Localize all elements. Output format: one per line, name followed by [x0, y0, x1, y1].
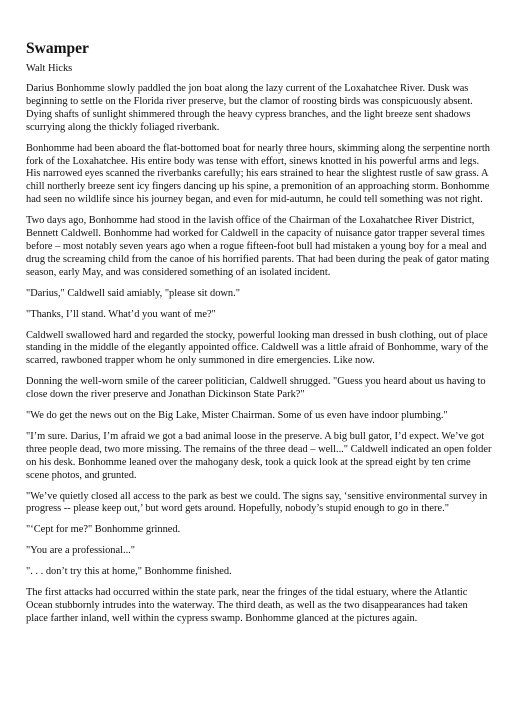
paragraph: "We’ve quietly closed all access to the park as best we could. The signs say, ‘sensitive environmental survey in progress -- please keep out,’ but word gets around. Hopefully, nobody’s stupid enough to go in there.": [26, 490, 488, 515]
author-name: Walt Hicks: [26, 63, 73, 74]
paragraph: Two days ago, Bonhomme had stood in the lavish office of the Chairman of the Loxahatchee River District, Bennett Caldwell. Bonhomme had worked for Caldwell in the capacity of nuisance gator trapper several times before – most notably seven years ago when a rogue fifteen-foot bull had mistaken a young boy for a meal and drug the screaming child from the canoe of his horrified parents. That had been during the peak of gator mating season, early May, and was considered something of an isolated incident.: [26, 215, 490, 278]
paragraph: Donning the well-worn smile of the career politician, Caldwell shrugged. "Guess you heard about us having to close down the river preserve and Jonathan Dickinson State Park?": [26, 376, 486, 401]
paragraph: "Thanks, I’ll stand. What’d you want of me?": [26, 308, 216, 320]
paragraph: The first attacks had occurred within the state park, near the fringes of the tidal estuary, where the Atlantic Ocean stubbornly intrudes into the waterway. The third death, as well as the two disappearances had taken place farther inland, well within the cypress swamp. Bonhomme glanced at the pictures again.: [26, 587, 468, 624]
paragraph: Darius Bonhomme slowly paddled the jon boat along the lazy current of the Loxahatchee River. Dusk was beginning to settle on the Florida river preserve, but the clamor of roosting birds was conspicuously absent. Dying shafts of sunlight shimmered through the heavy cypress branches, and the light breeze sent shadows scurrying along the thickly foliaged riverbank.: [26, 83, 473, 133]
story-title: Swamper: [26, 40, 89, 57]
paragraph: Bonhomme had been aboard the flat-bottomed boat for nearly three hours, skimming along the serpentine north fork of the Loxahatchee. His entire body was tense with effort, sinews knotted in his powerful arms and legs. His narrowed eyes scanned the riverbanks carefully; his ears strained to hear the slightest rustle of saw grass. A chill northerly breeze sent icy fingers dancing up his spine, a premonition of an approaching storm. Bonhomme had seen no wildlife since his journey began, and even for mid-autumn, he could tell something was not right.: [26, 142, 490, 206]
paragraph: "‘Cept for me?" Bonhomme grinned.: [26, 524, 181, 536]
paragraph: Caldwell swallowed hard and regarded the stocky, powerful looking man dressed in bush clothing, out of place standing in the middle of the elegantly appointed office. Caldwell was a little afraid of Bonhomme, wary of the scarred, rawboned trapper whom he only summoned in dire emergencies. Like now.: [26, 329, 489, 367]
paragraph: "You are a professional...": [26, 545, 136, 557]
paragraph: "We do get the news out on the Big Lake, Mister Chairman. Some of us even have indoor plumbing.": [26, 410, 448, 422]
document-page: [26, 40, 492, 634]
paragraph: "Darius," Caldwell said amiably, "please sit down.": [26, 287, 240, 299]
paragraph: ". . . don’t try this at home," Bonhomme finished.: [26, 566, 232, 578]
paragraph: "I’m sure. Darius, I’m afraid we got a bad animal loose in the preserve. A big bull gator, I’d expect. We’ve got three people dead, two more missing. The remains of the three dead – well..." Caldwell indicated an open folder on his desk. Bonhomme leaned over the mahogany desk, took a quick look at the spread eight by ten crime scene photos, and grunted.: [26, 430, 492, 481]
